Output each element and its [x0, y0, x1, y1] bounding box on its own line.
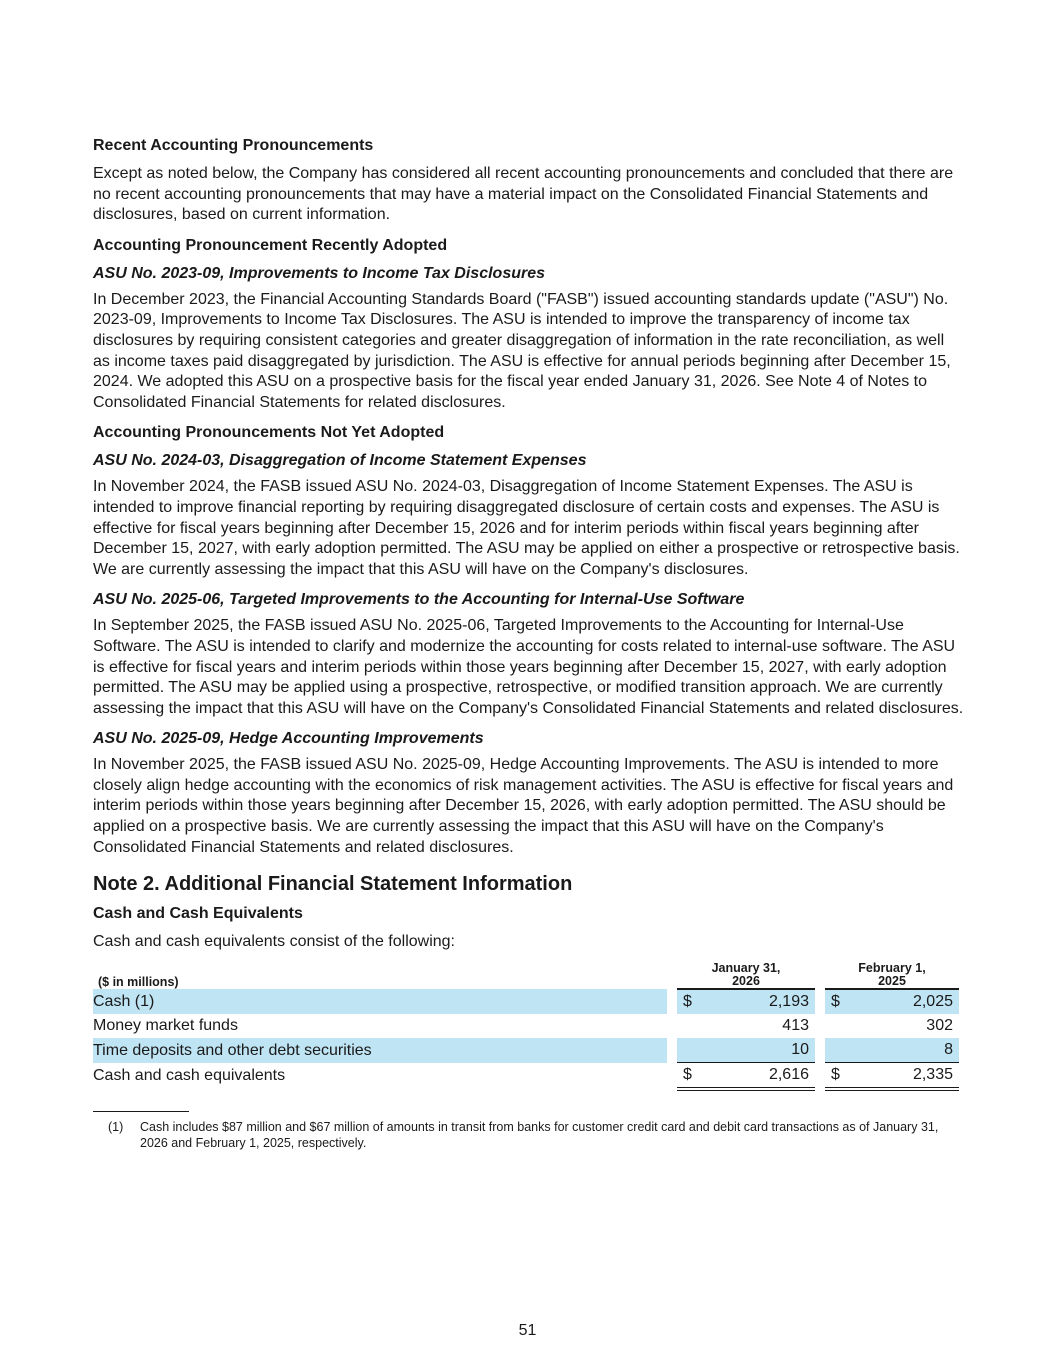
asu-2025-09-title: ASU No. 2025-09, Hedge Accounting Improvements [93, 730, 484, 748]
asu-2023-09-title: ASU No. 2023-09, Improvements to Income Tax Disclosures [93, 264, 546, 282]
table-row [93, 989, 959, 1014]
row-label: Cash (1) [93, 989, 667, 1014]
currency-symbol [677, 1014, 703, 1038]
recent-pronouncements-heading: Recent Accounting Pronouncements [93, 137, 374, 154]
column-header-feb-2025: February 1, 2025 [825, 962, 959, 989]
currency-symbol [825, 1038, 851, 1063]
value-jan-2026: 2,616 [703, 1063, 815, 1090]
value-jan-2026: 2,193 [703, 989, 815, 1014]
footnote-divider [93, 1111, 189, 1112]
footnote-marker: (1) [108, 1120, 124, 1135]
cash-equivalents-subheading: Cash and Cash Equivalents [93, 905, 303, 923]
asu-2024-03-paragraph: In November 2024, the FASB issued ASU No. 2024-03, Disaggregation of Income Statement Expenses. The ASU is intended to improve financial reporting by requiring disaggregated disclosure of certain costs and expenses. The ASU is effective for fiscal years beginning after December 15, 2026 and for interim periods within fiscal years beginning after December 15, 2027, with early adoption permitted. The ASU may be applied on either a prospective or retrospective basis. We are currently assessing the impact that this ASU will have on the Company's disclosures. [93, 478, 960, 578]
value-feb-2025: 2,025 [851, 989, 959, 1014]
footnote-text: Cash includes $87 million and $67 million of amounts in transit from banks for customer credit card and debit card transactions as of January 31, 2026 and February 1, 2025, respectively. [140, 1120, 939, 1151]
table-row [93, 1014, 959, 1038]
note-2-title: Note 2. Additional Financial Statement Information [93, 873, 573, 896]
currency-symbol: $ [677, 1063, 703, 1090]
value-jan-2026: 413 [782, 1017, 809, 1035]
asu-2025-06-title: ASU No. 2025-06, Targeted Improvements to the Accounting for Internal-Use Software [93, 591, 745, 609]
row-label: Money market funds [93, 1017, 238, 1035]
value-feb-2025: 302 [926, 1017, 953, 1035]
value-feb-2025: 2,335 [851, 1063, 959, 1090]
cash-equivalents-table [93, 962, 959, 1091]
currency-symbol [677, 1038, 703, 1063]
units-label: ($ in millions) [98, 975, 179, 990]
document-page [93, 136, 965, 1151]
currency-symbol [825, 1014, 851, 1038]
table-row [93, 1038, 959, 1063]
footnote [93, 1119, 965, 1151]
asu-2023-09-paragraph: In December 2023, the Financial Accounting Standards Board ("FASB") issued accounting standards update ("ASU") No. 2023-09, Improvements to Income Tax Disclosures. The ASU is intended to improve the transparency of income tax disclosures by requiring consistent categories and greater disaggregation of information in the rate reconciliation, as well as income taxes paid disaggregated by jurisdiction. The ASU is effective for annual periods beginning after December 15, 2024. We adopted this ASU on a prospective basis for the fiscal year ended January 31, 2026. See Note 4 of Notes to Consolidated Financial Statements for related disclosures. [93, 290, 951, 411]
recently-adopted-heading: Accounting Pronouncement Recently Adopted [93, 236, 448, 254]
currency-symbol: $ [825, 1063, 851, 1090]
page-number: 51 [518, 1322, 537, 1339]
cash-equivalents-intro: Cash and cash equivalents consist of the following: [93, 933, 455, 951]
row-label: Cash and cash equivalents [93, 1067, 286, 1084]
asu-2024-03-title: ASU No. 2024-03, Disaggregation of Income Statement Expenses [93, 452, 587, 470]
column-header-jan-2026: January 31, 2026 [677, 962, 815, 989]
table-header-row [93, 962, 959, 989]
row-label: Time deposits and other debt securities [93, 1038, 667, 1063]
value-jan-2026: 10 [703, 1038, 815, 1063]
not-yet-adopted-heading: Accounting Pronouncements Not Yet Adopted [93, 424, 445, 442]
recent-pronouncements-paragraph: Except as noted below, the Company has considered all recent accounting pronouncements and concluded that there are no recent accounting pronouncements that may have a material impact on the Consolidated Financial Statements and disclosures, based on current information. [93, 165, 954, 224]
table-total-row [93, 1063, 959, 1090]
currency-symbol: $ [677, 989, 703, 1014]
value-feb-2025: 8 [851, 1038, 959, 1063]
asu-2025-09-paragraph: In November 2025, the FASB issued ASU No. 2025-09, Hedge Accounting Improvements. The ASU is intended to more closely align hedge accounting with the economics of risk management activities. The ASU is effective for fiscal years and interim periods within those years beginning after December 15, 2026, with early adoption permitted. The ASU should be applied on a prospective basis. We are currently assessing the impact that this ASU will have on the Company's Consolidated Financial Statements and related disclosures. [93, 756, 954, 856]
asu-2025-06-paragraph: In September 2025, the FASB issued ASU No. 2025-06, Targeted Improvements to the Accounting for Internal-Use Software. The ASU is intended to clarify and modernize the accounting for costs related to internal-use software. The ASU is effective for fiscal years and interim periods within those years beginning after December 15, 2027, with early adoption permitted. The ASU may be applied using a prospective, retrospective, or modified transition approach. We are currently assessing the impact that this ASU will have on the Company's Consolidated Financial Statements and related disclosures. [93, 617, 964, 717]
currency-symbol: $ [825, 989, 851, 1014]
